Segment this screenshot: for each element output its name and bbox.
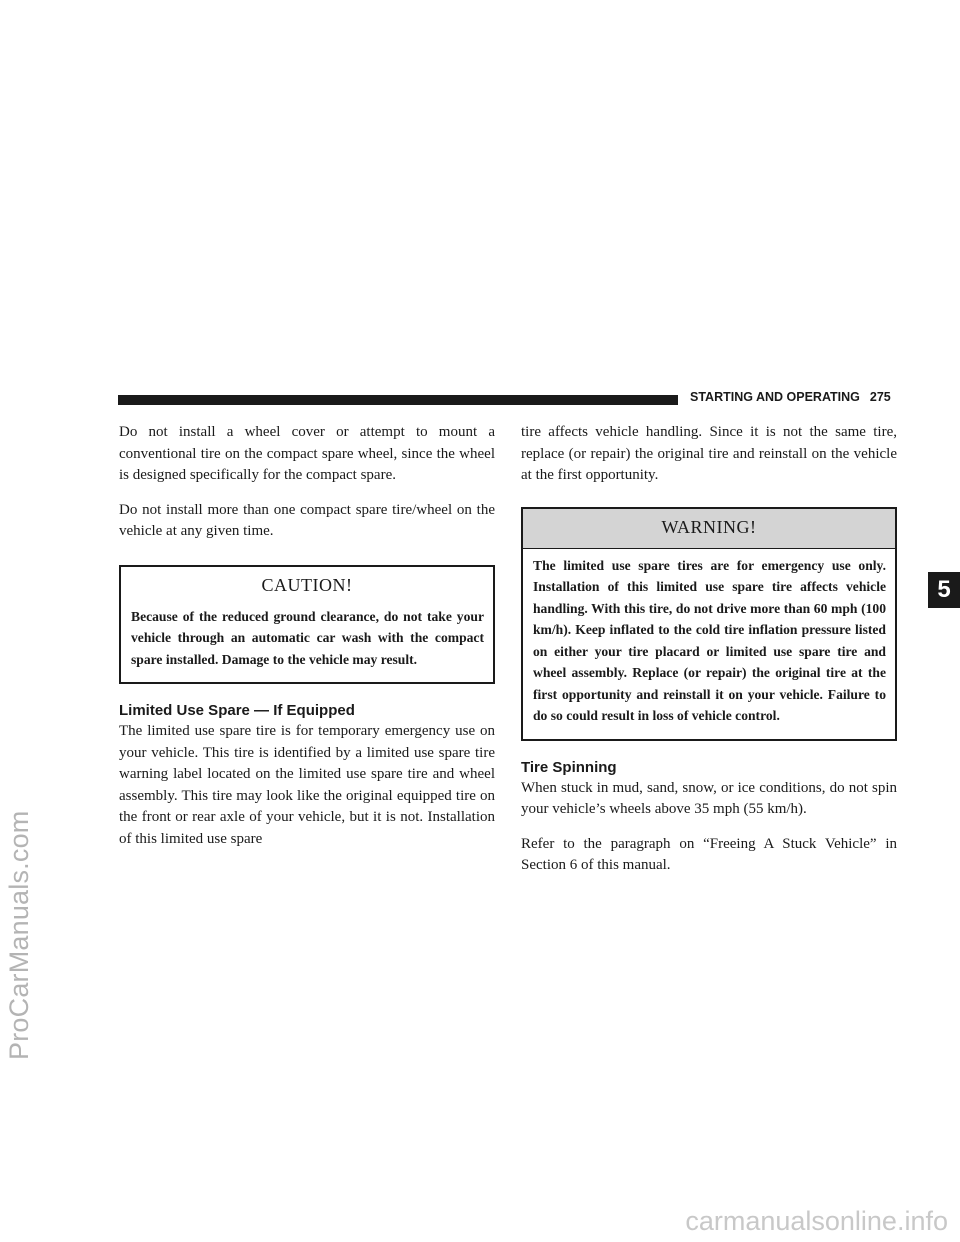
side-watermark: ProCarManuals.com	[4, 810, 34, 1060]
caution-text: Because of the reduced ground clearance, do not take your vehicle through an automatic car wash with the compact spare installed. Damage to the vehicle may result.	[131, 608, 484, 667]
paragraph-continuation: tire affects vehicle handling. Since it is not the same tire, replace (or repair) the original tire and reinstall on the vehicle at the first opportunity.	[521, 424, 897, 483]
tire-spinning-paragraph: When stuck in mud, sand, snow, or ice conditions, do not spin your vehicle’s wheels above 35 mph (55 km/h).	[521, 779, 897, 817]
caution-title: CAUTION!	[261, 574, 353, 595]
limited-spare-heading: Limited Use Spare — If Equipped	[119, 702, 355, 719]
tire-spinning-heading: Tire Spinning	[521, 758, 617, 776]
right-column	[521, 422, 897, 890]
paragraph-one-spare: Do not install more than one compact spare tire/wheel on the vehicle at any given time.	[119, 501, 495, 539]
page-number: 275	[869, 390, 891, 404]
warning-title: WARNING!	[523, 509, 895, 549]
warning-text: The limited use spare tires are for emergency use only. Installation of this limited use spare tire affects vehicle handling. With this tire, do not drive more than 60 mph (100 km/h). Keep inflated to the cold tire inflation pressure listed on either your tire placard or limited use spare tire and wheel assembly. Replace (or repair) the original tire at the first opportunity and reinstall it on your vehicle. Failure to do so could result in loss of vehicle control.	[533, 557, 886, 723]
paragraph-wheel-cover: Do not install a wheel cover or attempt to mount a conventional tire on the compact spare wheel, since the wheel is designed specifically for the compact spare.	[119, 424, 495, 483]
chapter-tab: 5	[928, 572, 960, 608]
limited-spare-paragraph: The limited use spare tire is for temporary emergency use on your vehicle. This tire is identified by a limited use spare tire warning label located on the limited use spare tire and wheel assembly. This tire may look like the original equipped tire on the front or rear axle of your vehicle, but it is not. Installation of this limited use spare	[119, 723, 495, 847]
bottom-watermark: carmanualsonline.info	[685, 1206, 948, 1236]
caution-box	[119, 565, 495, 685]
left-column	[119, 422, 495, 863]
section-title: STARTING AND OPERATING	[690, 390, 860, 404]
running-header	[690, 390, 891, 404]
refer-paragraph: Refer to the paragraph on “Freeing A Stuck Vehicle” in Section 6 of this manual.	[521, 835, 897, 873]
header-rule	[118, 395, 678, 405]
warning-box	[521, 507, 897, 741]
